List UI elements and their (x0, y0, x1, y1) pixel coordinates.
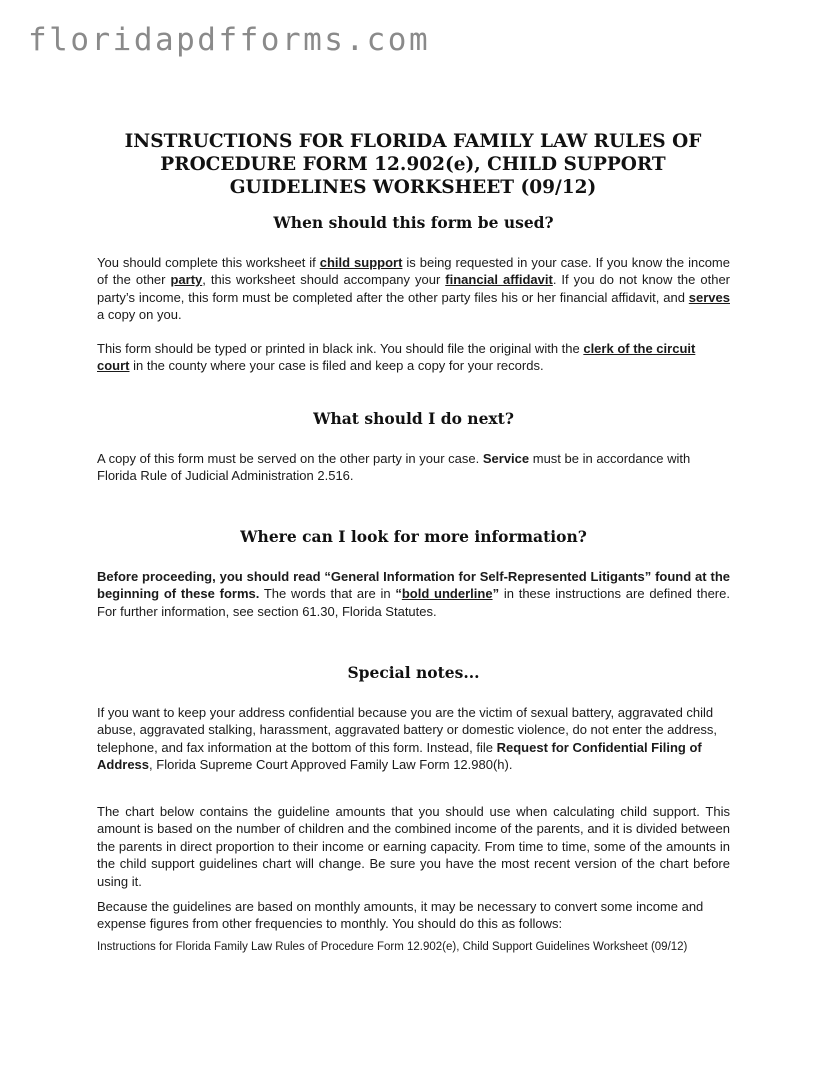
defined-term-bold-underline: bold underline (401, 586, 493, 602)
paragraph-service: A copy of this form must be served on the other party in your case. Service must be in accordance with Florida Rule of Judicial Administration 2.516. (97, 451, 691, 484)
defined-term-serves: serves (688, 289, 730, 305)
term-service: Service (482, 451, 530, 466)
defined-term-financial-affidavit: financial affidavit (445, 272, 553, 288)
paragraph-when-to-complete: You should complete this worksheet if child support is being requested in your case. If you know the income of the other party, this worksheet should accompany your financial affidavit. If you do not know the other party’s income, this form must be completed after the other party files his or her financial affidavit, and serves a copy on you. (97, 255, 730, 323)
section-heading-more-information: Where can I look for more information? (240, 527, 587, 546)
paragraph-more-information: Before proceeding, you should read “General Information for Self-Represented Litigants” found at the beginning of these forms. The words that are in “bold underline” in these instructions are defined there. For further information, see section 61.30, Florida Statutes. (97, 569, 730, 619)
paragraph-guidelines-chart: The chart below contains the guideline amounts that you should use when calculating child support. This amount is based on the number of children and the combined income of the parents, and it is divided between the parents in direct proportion to their income or earning capacity. From time to time, some of the amounts in the child support guidelines chart will change. Be sure you have the most recent version of the chart before using it. (97, 804, 730, 889)
defined-term-clerk-of-court: clerk of the circuit court (97, 341, 696, 374)
section-heading-special-notes: Special notes... (347, 663, 480, 682)
form-reference-request-confidential: Request for Confidential Filing of Address (97, 739, 702, 773)
page-title: INSTRUCTIONS FOR FLORIDA FAMILY LAW RULES OF PROCEDURE FORM 12.902(e), CHILD SUPPORT GUIDELINES WORKSHEET (09/12) (124, 131, 702, 198)
defined-term-child-support: child support (319, 255, 403, 270)
page-footer: Instructions for Florida Family Law Rules of Procedure Form 12.902(e), Child Support Guidelines Worksheet (09/12) (97, 941, 688, 953)
site-watermark: floridapdfforms.com (28, 22, 431, 58)
paragraph-monthly-conversion: Because the guidelines are based on monthly amounts, it may be necessary to convert some income and expense figures from other frequencies to monthly. You should do this as follows: (97, 899, 704, 932)
paragraph-confidential-address: If you want to keep your address confidential because you are the victim of sexual battery, aggravated child abuse, aggravated stalking, harassment, aggravated battery or domestic violence, do not enter the address, telephone, and fax information at the bottom of this form. Instead, file Request for Confidential Filing of Address, Florida Supreme Court Approved Family Law Form 12.980(h). (97, 705, 718, 773)
section-heading-when-used: When should this form be used? (273, 213, 554, 232)
section-heading-next-steps: What should I do next? (313, 409, 514, 428)
paragraph-filing-instructions: This form should be typed or printed in black ink. You should file the original with the clerk of the circuit court in the county where your case is filed and keep a copy for your records. (97, 341, 696, 374)
defined-term-party: party (170, 272, 203, 288)
